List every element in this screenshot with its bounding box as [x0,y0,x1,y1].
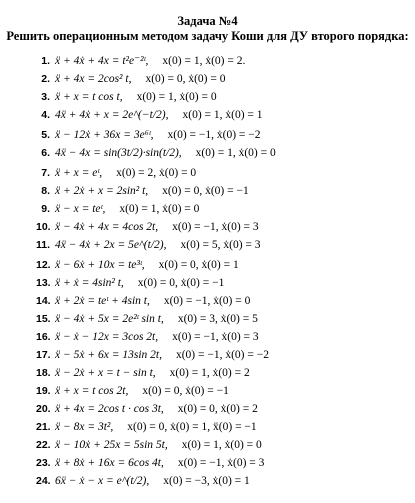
problem-equation: ẍ + 2ẋ = teᵗ + 4sin t, [55,295,150,307]
task-title: Задача №4 [177,14,238,28]
problem-item [36,256,411,274]
problem-number: 17. [36,349,51,361]
problem-conditions: x(0) = −1, ẋ(0) = 0 [163,295,251,307]
problem-equation: 6ẍ − ẋ − x = e^(t/2), [55,475,150,487]
problem-item [36,70,411,88]
problem-list [36,52,411,492]
problem-number: 16. [36,331,51,343]
problem-number: 3. [41,91,50,103]
problem-conditions: x(0) = 0, ẋ(0) = −1 [137,277,225,289]
problem-equation: ẍ + 4x = 2cos t · cos 3t, [55,403,164,415]
problem-conditions: x(0) = −1, ẋ(0) = 3 [172,221,259,233]
problem-equation: ẍ + 4ẋ + 4x = t²e⁻²ᵗ, [55,55,149,67]
problem-number: 18. [36,367,51,379]
problem-number: 10. [36,221,51,233]
problem-item [36,454,411,472]
problem-conditions: x(0) = 0, ẋ(0) = −1 [162,185,249,197]
problem-conditions: x(0) = 0, ẋ(0) = 0 [145,73,226,85]
problem-conditions: x(0) = 0, ẋ(0) = 1, ẍ(0) = −1 [127,421,257,433]
problem-number: 11. [36,239,51,251]
problem-item [36,364,411,382]
problem-item [36,292,411,310]
problem-item [36,436,411,454]
problem-item [36,200,411,218]
problem-equation: ẍ + 2ẋ + x = 2sin² t, [55,185,149,197]
problem-equation: ẍ + x = eᵗ, [55,167,103,179]
problem-item [36,328,411,346]
problem-number: 12. [36,259,51,271]
problem-item [36,346,411,364]
problem-item [36,472,411,492]
problem-number: 6. [41,147,50,159]
problem-number: 24. [36,475,51,487]
problem-conditions: x(0) = 1, ẋ(0) = 1 [182,109,263,121]
problem-number: 15. [36,313,51,325]
problem-item [36,52,411,70]
problem-equation: ẍ − 2ẋ + x = t − sin t, [55,367,156,379]
problem-item [36,218,411,236]
problem-conditions: x(0) = 1, ẋ(0) = 2. [162,55,246,67]
problem-equation: ẍ − 4ẋ + 4x = 4cos 2t, [55,221,159,233]
problem-equation: ẍ − 5ẋ + 6x = 13sin 2t, [55,349,162,361]
problem-equation: ẍ − 8x = 3t², [55,421,114,433]
problem-conditions: x(0) = −1, ẋ(0) = −2 [167,129,261,141]
problem-conditions: x(0) = 0, ẋ(0) = −1 [142,385,229,397]
problem-item [36,126,411,144]
problem-conditions: x(0) = 1, ẋ(0) = 2 [169,367,250,379]
problem-number: 20. [36,403,51,415]
problem-conditions: x(0) = −1, ẋ(0) = 3 [172,331,259,343]
problem-item [36,236,411,256]
problem-number: 8. [41,185,50,197]
problem-item [36,164,411,182]
problem-item [36,274,411,292]
problem-conditions: x(0) = 1, ẋ(0) = 0 [181,439,262,451]
problem-conditions: x(0) = 0, ẋ(0) = 2 [177,403,258,415]
problem-number: 14. [36,295,51,307]
problem-conditions: x(0) = 3, ẋ(0) = 5 [177,313,258,325]
problem-equation: ẍ + 4x = 2cos² t, [55,73,132,85]
task-subtitle: Решить операционным методом задачу Коши для ДУ второго порядка: [6,29,409,43]
problem-equation: 4ẍ − 4ẋ + 2x = 5e^(t/2), [55,239,167,251]
problem-number: 23. [36,457,51,469]
problem-conditions: x(0) = 1, ẋ(0) = 0 [119,203,200,215]
problem-equation: 4ẍ − 4x = sin(3t/2)·sin(t/2), [55,147,182,159]
problem-conditions: x(0) = −1, ẋ(0) = 3 [177,457,265,469]
problem-number: 21. [36,421,51,433]
problem-conditions: x(0) = 2, ẋ(0) = 0 [116,167,197,179]
problem-equation: ẍ − ẋ − 12x = 3cos 2t, [55,331,159,343]
problem-equation: 4ẍ + 4ẋ + x = 2e^(−t/2), [55,109,169,121]
problem-equation: ẍ − x = teᵗ, [55,203,106,215]
problem-number: 22. [36,439,51,451]
problem-conditions: x(0) = −1, ẋ(0) = −2 [175,349,269,361]
problem-equation: ẍ + x = t cos t, [55,91,123,103]
problem-item [36,144,411,164]
problem-number: 19. [36,385,51,397]
problem-equation: ẍ − 4ẋ + 5x = 2e²ᵗ sin t, [55,313,164,325]
problem-item [36,382,411,400]
problem-equation: ẍ − 10ẋ + 25x = 5sin 5t, [55,439,168,451]
problem-conditions: x(0) = 0, ẋ(0) = 1 [158,259,239,271]
problem-item [36,182,411,200]
problem-item [36,106,411,126]
problem-item [36,310,411,328]
problem-number: 4. [41,109,50,121]
problem-number: 5. [41,129,50,141]
problem-number: 13. [36,277,51,289]
problem-equation: ẍ − 6ẋ + 10x = te³ᵗ, [55,259,145,271]
problem-number: 7. [41,167,50,179]
problem-equation: ẍ + 8ẋ + 16x = 6cos 4t, [55,457,164,469]
problem-conditions: x(0) = 1, ẋ(0) = 0 [136,91,217,103]
problem-number: 9. [41,203,50,215]
problem-item [36,418,411,436]
problem-conditions: x(0) = 1, ẋ(0) = 0 [195,147,276,159]
problem-item [36,400,411,418]
problem-conditions: x(0) = 5, ẋ(0) = 3 [180,239,261,251]
problem-equation: ẍ − 12ẋ + 36x = 3e⁶ᵗ, [55,129,154,141]
problem-equation: ẍ + ẋ = 4sin² t, [55,277,124,289]
problem-conditions: x(0) = −3, ẋ(0) = 1 [163,475,250,487]
problem-number: 1. [41,55,50,67]
problem-number: 2. [41,73,50,85]
problem-equation: ẍ + x = t cos 2t, [55,385,129,397]
problem-item [36,88,411,106]
